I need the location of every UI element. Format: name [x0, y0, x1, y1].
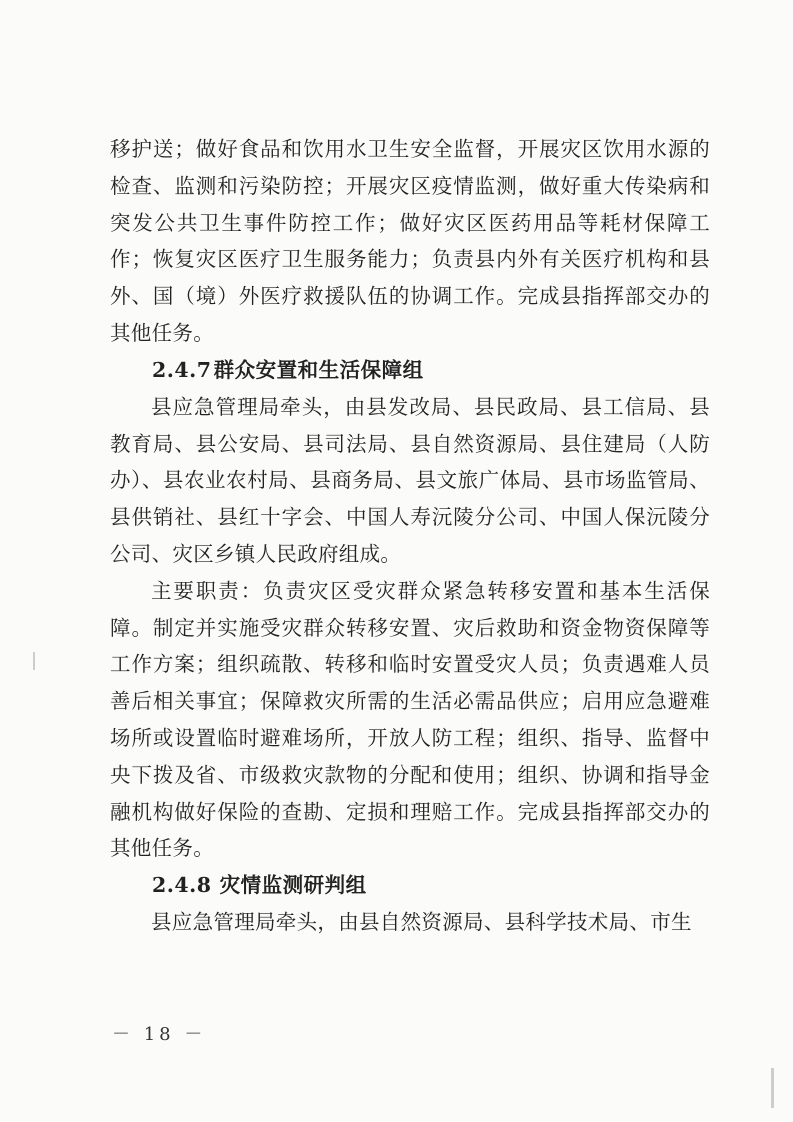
section-2-4-7 — [110, 352, 710, 867]
scan-artifact — [771, 1068, 774, 1108]
section-paragraph: 主要职责：负责灾区受灾群众紧急转移安置和基本生活保障。制定并实施受灾群众转移安置、灾后救助和资金物资保障等工作方案；组织疏散、转移和临时安置受灾人员；负责遇难人员善后相关事宜；保障救灾所需的生活必需品供应；启用应急避难场所或设置临时避难场所，开放人防工程；组织、指导、监督中央下拨及省、市级救灾款物的分配和使用；组织、协调和指导金融机构做好保险的查勘、定损和理赔工作。完成县指挥部交办的其他任务。 — [110, 578, 710, 861]
section-title: 灾情监测研判组 — [219, 873, 367, 898]
scan-artifact — [33, 652, 35, 670]
section-heading — [110, 867, 710, 904]
section-number: 2.4.8 — [152, 873, 212, 898]
document-body — [110, 131, 710, 941]
section-title: 群众安置和生活保障组 — [213, 357, 424, 382]
page-number: － 18 － — [112, 1024, 207, 1045]
section-paragraph: 县应急管理局牵头，由县发改局、县民政局、县工信局、县教育局、县公安局、县司法局、县自然资源局、县住建局（人防办）、县农业农村局、县商务局、县文旅广体局、县市场监管局、县供销社、县红十字会、中国人寿沅陵分公司、中国人保沅陵分公司、灾区乡镇人民政府组成。 — [110, 394, 710, 566]
section-2-4-8 — [110, 867, 710, 941]
section-heading — [110, 352, 710, 389]
section-paragraph: 县应急管理局牵头，由县自然资源局、县科学技术局、市生 — [151, 910, 692, 935]
continuation-paragraph: 移护送；做好食品和饮用水卫生安全监督，开展灾区饮用水源的检查、监测和污染防控；开展灾区疫情监测，做好重大传染病和突发公共卫生事件防控工作；做好灾区医药用品等耗材保障工作；恢复灾区医疗卫生服务能力；负责县内外有关医疗机构和县外、国（境）外医疗救援队伍的协调工作。完成县指挥部交办的其他任务。 — [110, 137, 710, 345]
section-number: 2.4.7 — [152, 357, 212, 382]
